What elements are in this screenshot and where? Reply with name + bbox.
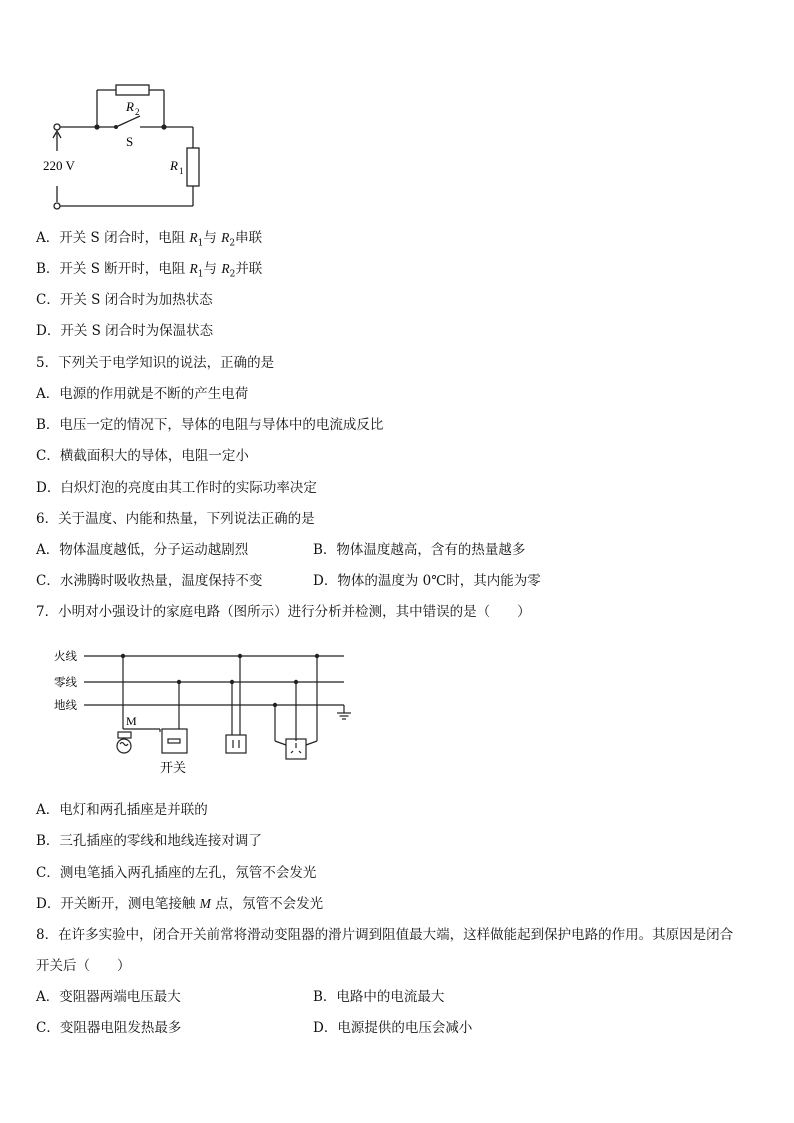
ground-wire-label: 地线 bbox=[54, 700, 77, 712]
r1-subscript: 1 bbox=[179, 166, 184, 176]
voltage-label: 220 V bbox=[43, 158, 75, 173]
q5-option-c: C．横截面积大的导体，电阻一定小 bbox=[36, 448, 249, 464]
switch-label: S bbox=[126, 134, 134, 149]
q6-option-a: A．物体温度越低，分子运动越剧烈 bbox=[36, 542, 249, 558]
circuit-diagram-household bbox=[50, 645, 360, 780]
q8-option-a: A．变阻器两端电压最大 bbox=[36, 989, 181, 1005]
q5-option-d: D．白炽灯泡的亮度由其工作时的实际功率决定 bbox=[36, 480, 317, 496]
q6-option-d: D．物体的温度为 0℃时，其内能为零 bbox=[313, 573, 541, 589]
q8-option-d: D．电源提供的电压会减小 bbox=[313, 1020, 473, 1036]
q4-option-c: C．开关 S 闭合时为加热状态 bbox=[36, 292, 213, 308]
q8-option-c: C．变阻器电阻发热最多 bbox=[36, 1020, 182, 1036]
neutral-wire-label: 零线 bbox=[54, 677, 77, 689]
q8-option-b: B．电路中的电流最大 bbox=[313, 989, 445, 1005]
live-wire-label: 火线 bbox=[54, 651, 77, 663]
q6-option-c: C．水沸腾时吸收热量，温度保持不变 bbox=[36, 573, 263, 589]
r2-subscript: 2 bbox=[135, 107, 140, 117]
q4-option-b: B．开关 S 断开时，电阻 $R_1$与 $R_2$并联 bbox=[36, 261, 263, 280]
r2-label: R bbox=[126, 99, 134, 114]
q8-stem-line1: 8．在许多实验中，闭合开关前常将滑动变阻器的滑片调到阻值最大端，这样做能起到保护电路的作用。其原因是闭合 bbox=[36, 927, 734, 943]
q6-stem: 6．关于温度、内能和热量，下列说法正确的是 bbox=[36, 511, 315, 527]
q7-stem: 7．小明对小强设计的家庭电路（图所示）进行分析并检测，其中错误的是（ ） bbox=[36, 604, 531, 620]
q7-option-b: B．三孔插座的零线和地线连接对调了 bbox=[36, 833, 262, 849]
q4-option-d: D．开关 S 闭合时为保温状态 bbox=[36, 323, 214, 339]
q7-option-c: C．测电笔插入两孔插座的左孔，氖管不会发光 bbox=[36, 865, 317, 881]
q7-option-a: A．电灯和两孔插座是并联的 bbox=[36, 802, 208, 818]
switch-text-label: 开关 bbox=[160, 760, 187, 775]
q5-option-b: B．电压一定的情况下，导体的电阻与导体中的电流成反比 bbox=[36, 417, 384, 433]
q8-stem-line2: 开关后（ ） bbox=[36, 958, 131, 974]
r1-label: R bbox=[170, 158, 178, 173]
q5-stem: 5．下列关于电学知识的说法，正确的是 bbox=[36, 355, 275, 371]
circuit-diagram-heater bbox=[36, 78, 216, 213]
point-m-label: M bbox=[126, 714, 137, 728]
q6-option-b: B．物体温度越高，含有的热量越多 bbox=[313, 542, 526, 558]
q5-option-a: A．电源的作用就是不断的产生电荷 bbox=[36, 386, 249, 402]
q4-option-a: A．开关 S 闭合时，电阻 $R_1$与 $R_2$串联 bbox=[36, 230, 263, 249]
q7-option-d: D．开关断开，测电笔接触 M 点，氖管不会发光 bbox=[36, 896, 324, 912]
